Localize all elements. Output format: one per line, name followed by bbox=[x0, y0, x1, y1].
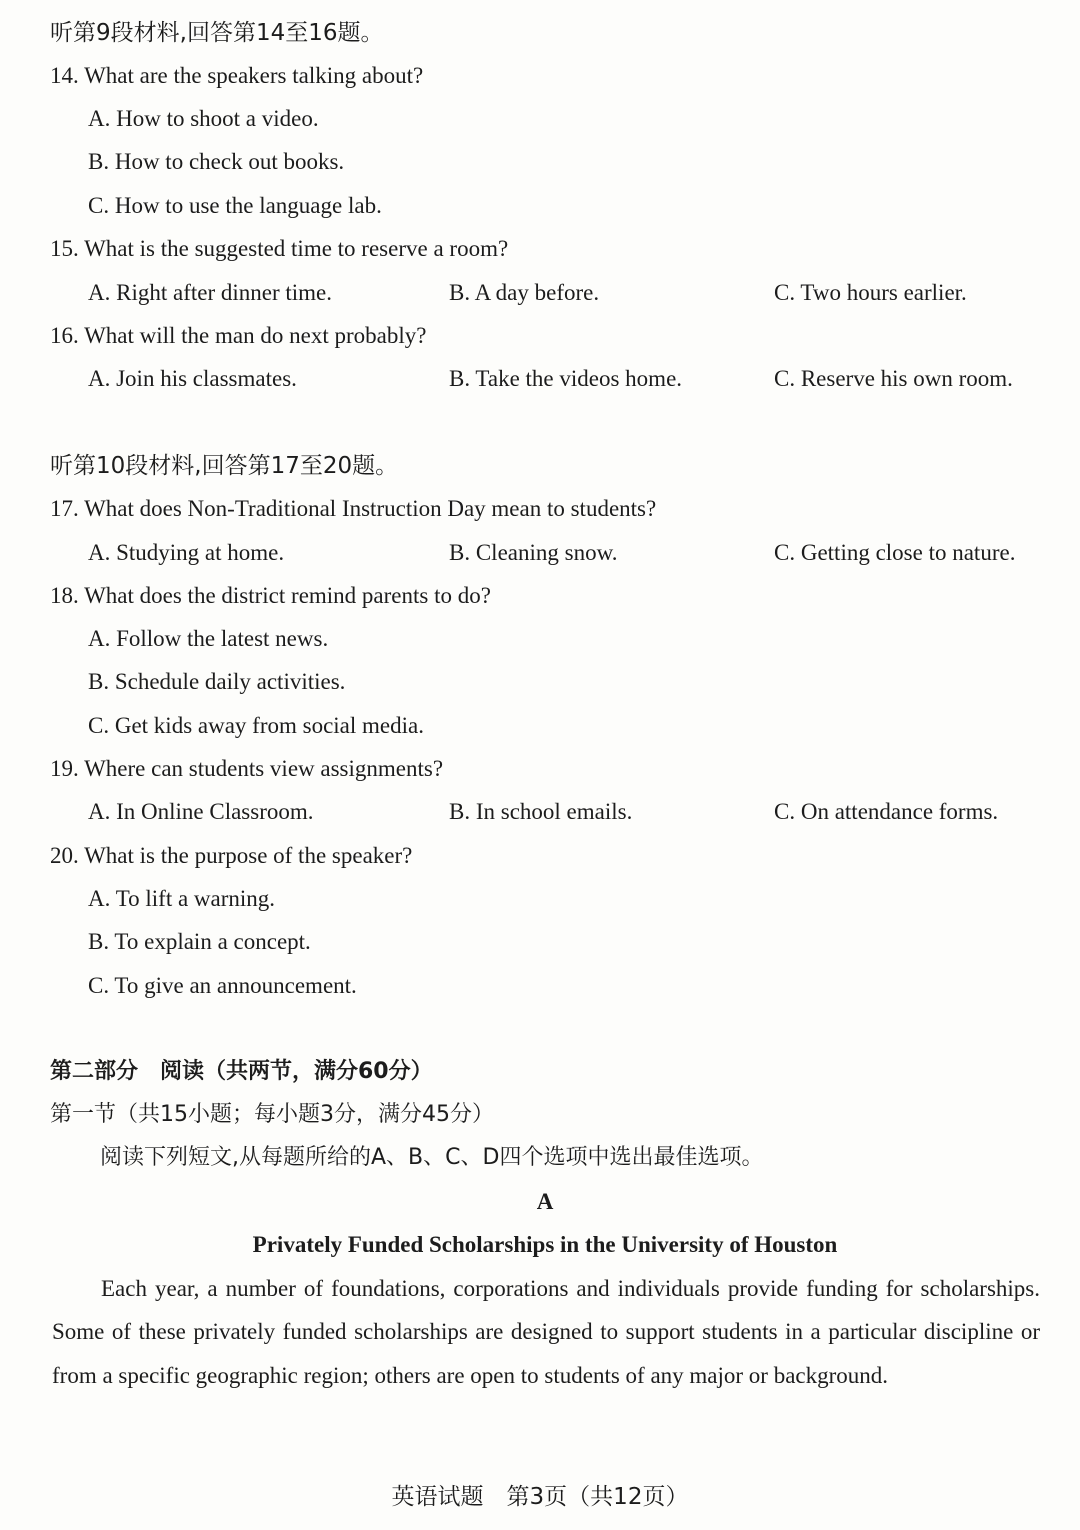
question-15-option-b: B. A day before. bbox=[449, 280, 600, 305]
question-20-option-c: C. To give an announcement. bbox=[88, 973, 357, 998]
question-14-stem: 14. What are the speakers talking about? bbox=[50, 63, 424, 88]
question-17-option-c: C. Getting close to nature. bbox=[774, 540, 1016, 565]
reading-instruction: 阅读下列短文,从每题所给的A、B、C、D四个选项中选出最佳选项。 bbox=[100, 1145, 764, 1170]
section-1-heading: 第一节（共15小题；每小题3分，满分45分） bbox=[50, 1102, 494, 1127]
question-18-option-a: A. Follow the latest news. bbox=[88, 626, 329, 651]
question-15-stem: 15. What is the suggested time to reserve a room? bbox=[50, 236, 509, 261]
question-20-stem: 20. What is the purpose of the speaker? bbox=[50, 843, 413, 868]
question-15-option-c: C. Two hours earlier. bbox=[774, 280, 967, 305]
question-19-option-b: B. In school emails. bbox=[449, 799, 633, 824]
question-17-stem: 17. What does Non-Traditional Instruction Day mean to students? bbox=[50, 496, 657, 521]
question-17-option-a: A. Studying at home. bbox=[88, 540, 285, 565]
question-19-option-a: A. In Online Classroom. bbox=[88, 799, 314, 824]
question-19-option-c: C. On attendance forms. bbox=[774, 799, 999, 824]
question-19-stem: 19. Where can students view assignments? bbox=[50, 756, 444, 781]
page-footer: 英语试题 第3页（共12页） bbox=[391, 1484, 689, 1510]
section-9-header: 听第9段材料,回答第14至16题。 bbox=[50, 20, 384, 46]
question-17-option-b: B. Cleaning snow. bbox=[449, 540, 618, 565]
part-2-heading: 第二部分 阅读（共两节，满分60分） bbox=[50, 1059, 433, 1084]
passage-paragraph: Each year, a number of foundations, corporations and individuals provide funding for scholarships. Some of these privately funded scholarships are designed to support students in a particular discipline or from a specific geographic region; others are open to students of any major or background. bbox=[52, 1276, 1040, 1388]
question-14-option-c: C. How to use the language lab. bbox=[88, 193, 382, 218]
question-18-option-c: C. Get kids away from social media. bbox=[88, 713, 424, 738]
question-20-option-b: B. To explain a concept. bbox=[88, 929, 311, 954]
question-16-stem: 16. What will the man do next probably? bbox=[50, 323, 427, 348]
question-18-option-b: B. Schedule daily activities. bbox=[88, 669, 346, 694]
section-10-header: 听第10段材料,回答第17至20题。 bbox=[50, 453, 399, 479]
passage-title: Privately Funded Scholarships in the University of Houston bbox=[252, 1232, 838, 1257]
question-16-option-a: A. Join his classmates. bbox=[88, 366, 297, 391]
question-15-option-a: A. Right after dinner time. bbox=[88, 280, 332, 305]
question-20-option-a: A. To lift a warning. bbox=[88, 886, 276, 911]
question-18-stem: 18. What does the district remind parents to do? bbox=[50, 583, 491, 608]
question-16-option-b: B. Take the videos home. bbox=[449, 366, 683, 391]
question-14-option-b: B. How to check out books. bbox=[88, 149, 345, 174]
question-16-option-c: C. Reserve his own room. bbox=[774, 366, 1013, 391]
question-14-option-a: A. How to shoot a video. bbox=[88, 106, 319, 131]
passage-label: A bbox=[536, 1189, 554, 1214]
